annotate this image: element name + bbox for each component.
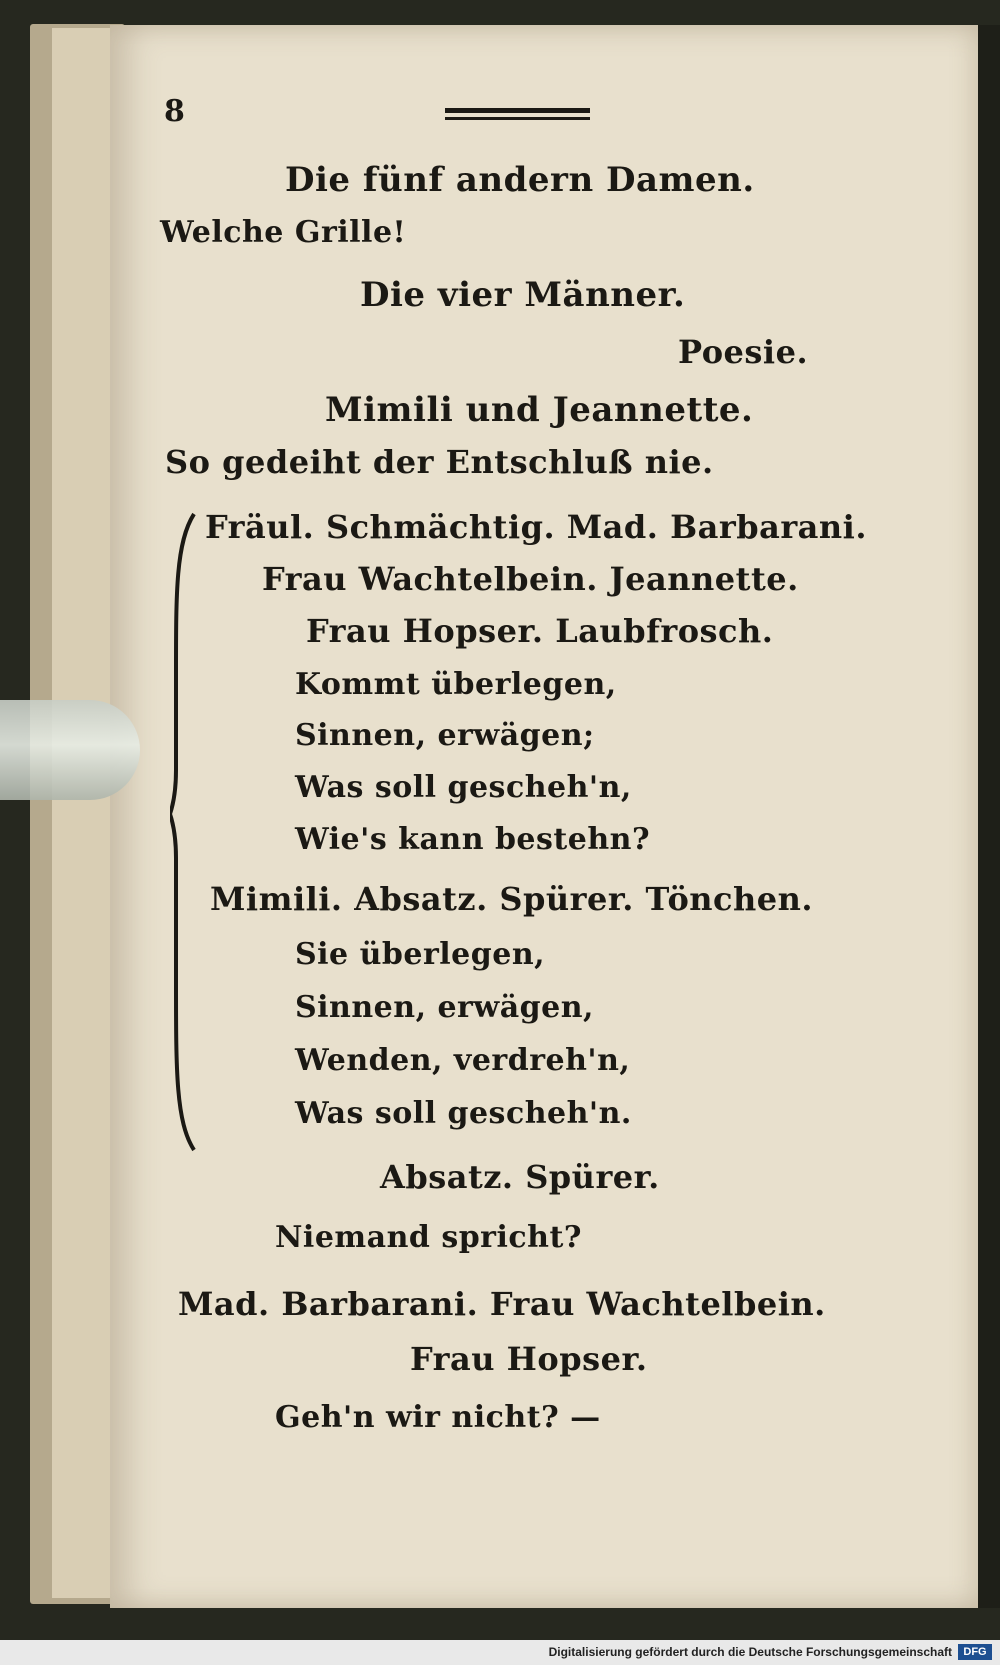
verse-line: Was soll gescheh'n.: [295, 1096, 632, 1131]
speaker-line: Die fünf andern Damen.: [285, 160, 755, 200]
page-number: 8: [164, 94, 186, 129]
speaker-line: Mad. Barbarani. Frau Wachtelbein.: [178, 1285, 826, 1323]
verse-line: Welche Grille!: [160, 215, 407, 250]
verse-line: Niemand spricht?: [275, 1220, 582, 1255]
verse-line: So gedeiht der Entschluß nie.: [165, 443, 714, 481]
verse-line: Was soll gescheh'n,: [295, 770, 632, 805]
speaker-line: Fräul. Schmächtig. Mad. Barbarani.: [205, 508, 867, 546]
speaker-line: Mimili. Absatz. Spürer. Tönchen.: [210, 880, 814, 918]
funding-credit: Digitalisierung gefördert durch die Deutsche Forschungsgemeinschaft: [548, 1645, 952, 1659]
speaker-line: Mimili und Jeannette.: [325, 390, 754, 430]
page-clip: [0, 700, 140, 800]
verse-line: Wie's kann bestehn?: [295, 822, 651, 857]
speaker-line: Frau Wachtelbein. Jeannette.: [262, 560, 799, 598]
speaker-line: Frau Hopser.: [410, 1340, 648, 1378]
verse-line: Kommt überlegen,: [295, 667, 617, 702]
verse-line: Sie überlegen,: [295, 937, 546, 972]
brace-bracket: [170, 512, 196, 1152]
speaker-line: Poesie.: [678, 333, 809, 371]
dfg-logo: DFG: [958, 1644, 992, 1660]
binding-shadow: [978, 25, 1000, 1608]
verse-line: Sinnen, erwägen,: [295, 990, 594, 1025]
verse-line: Geh'n wir nicht? —: [275, 1400, 601, 1435]
speaker-line: Absatz. Spürer.: [380, 1158, 660, 1196]
speaker-line: Die vier Männer.: [360, 275, 686, 315]
verse-line: Wenden, verdreh'n,: [295, 1043, 631, 1078]
header-rule: [445, 108, 590, 120]
verse-line: Sinnen, erwägen;: [295, 718, 595, 753]
speaker-line: Frau Hopser. Laubfrosch.: [306, 612, 774, 650]
